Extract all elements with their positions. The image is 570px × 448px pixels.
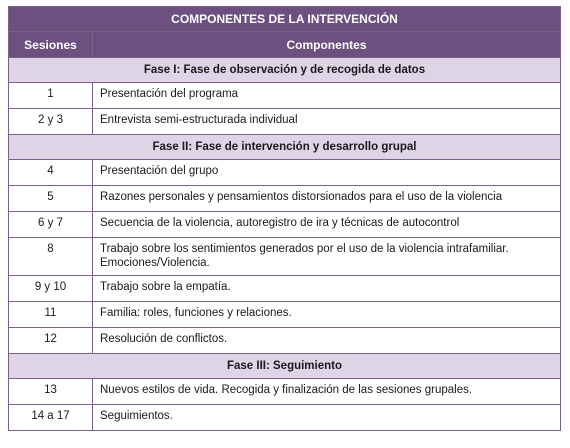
table-title-row (9, 7, 561, 32)
session-cell: 14 a 17 (9, 405, 93, 431)
table-row (9, 83, 561, 109)
table-row (9, 405, 561, 431)
phase-row (9, 354, 561, 379)
session-cell: 8 (9, 238, 93, 276)
phase-2-label: Fase II: Fase de intervención y desarrollo grupal (9, 135, 561, 160)
phase-row (9, 135, 561, 160)
phase-1-label: Fase I: Fase de observación y de recogida de datos (9, 58, 561, 83)
component-cell: Trabajo sobre la empatía. (93, 276, 561, 302)
header-sessions: Sesiones (9, 32, 93, 58)
session-cell: 6 y 7 (9, 212, 93, 238)
table-row (9, 109, 561, 135)
component-cell: Nuevos estilos de vida. Recogida y finalización de las sesiones grupales. (93, 379, 561, 405)
phase-3-label: Fase III: Seguimiento (9, 354, 561, 379)
session-cell: 9 y 10 (9, 276, 93, 302)
phase-row (9, 58, 561, 83)
table-row (9, 160, 561, 186)
component-cell: Secuencia de la violencia, autoregistro de ira y técnicas de autocontrol (93, 212, 561, 238)
component-cell: Entrevista semi-estructurada individual (93, 109, 561, 135)
intervention-components-table (8, 6, 561, 431)
session-cell: 2 y 3 (9, 109, 93, 135)
intervention-table-container (8, 6, 561, 431)
session-cell: 4 (9, 160, 93, 186)
session-cell: 13 (9, 379, 93, 405)
session-cell: 5 (9, 186, 93, 212)
component-cell: Presentación del grupo (93, 160, 561, 186)
component-cell: Familia: roles, funciones y relaciones. (93, 302, 561, 328)
component-cell: Trabajo sobre los sentimientos generados por el uso de la violencia intrafamiliar. Emociones/Violencia. (93, 238, 561, 276)
component-cell: Presentación del programa (93, 83, 561, 109)
table-row (9, 302, 561, 328)
table-row (9, 186, 561, 212)
header-components: Componentes (93, 32, 561, 58)
table-header-row (9, 32, 561, 58)
table-row (9, 328, 561, 354)
component-cell: Razones personales y pensamientos distorsionados para el uso de la violencia (93, 186, 561, 212)
component-cell: Seguimientos. (93, 405, 561, 431)
session-cell: 11 (9, 302, 93, 328)
table-row (9, 276, 561, 302)
table-title: COMPONENTES DE LA INTERVENCIÓN (9, 7, 561, 32)
component-cell: Resolución de conflictos. (93, 328, 561, 354)
session-cell: 12 (9, 328, 93, 354)
session-cell: 1 (9, 83, 93, 109)
table-row (9, 212, 561, 238)
table-row (9, 238, 561, 276)
table-row (9, 379, 561, 405)
